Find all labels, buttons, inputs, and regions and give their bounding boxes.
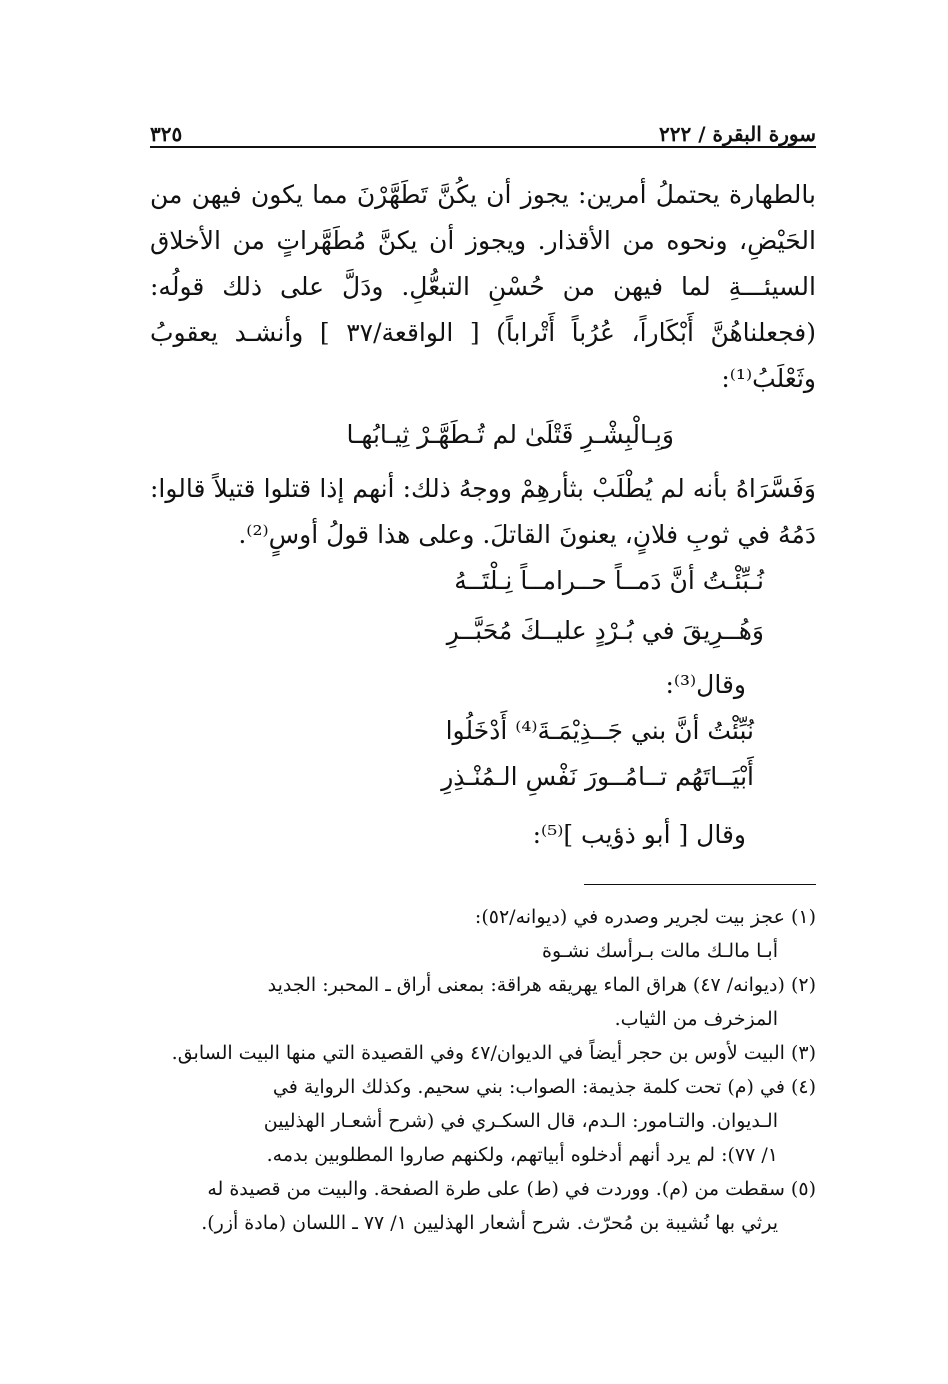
footnote-1-poem: أبـا مالـك مالت بـرأسك نشـوة	[542, 940, 778, 962]
paragraph-1: بالطهارة يحتملُ أمرين: يجوز أن يكُنَّ تَطَهَّرْنَ مما يكون فيهن من الحَيْضِ، ونحوه من الأقذار. ويجوز أن يكنَّ مُطَهَّراتٍ من الأخلاق السيئـــةِ لما فيهن من حُسْنِ التبعُّلِ. ودَلَّ على ذلك قولُه: (فجعلناهُنَّ أَبْكَاراً، عُرُباً أَتْراباً) [ الواقعة/٣٧ ] وأنشـد يعقوبُ وثَعْلَبُ⁽¹⁾:	[150, 180, 817, 393]
main-text	[150, 172, 816, 858]
header-rule	[150, 146, 816, 148]
quote-intro-2: وقال [ أبو ذؤيب ]⁽⁵⁾:	[532, 820, 746, 849]
paragraph-2: وَفَسَّرَاهُ بأنه لم يُطْلَبْ بثأرهِمْ ووجهُ ذلك: أنهم إذا قتلوا قتيلاً قالوا: دَمُهُ في ثوبِ فلانٍ، يعنونَ القاتلَ. وعلى هذا قولُ أوسٍ⁽²⁾.	[150, 474, 816, 549]
book-page	[150, 0, 816, 1384]
page-number: ٣٢٥	[150, 122, 183, 146]
footnote-4-continued-1: الـديوان. والتـامور: الـدم، قال السكـري في (شرح أشعـار الهذليين	[263, 1110, 778, 1132]
page-header	[150, 106, 816, 146]
verse-line-4: نُبِّئْتُ أنَّ بني جَــذِيْمَـةَ⁽⁴⁾ أَدْخَلُوا	[445, 716, 754, 745]
footnote-4: (٤) في (م) تحت كلمة جذيمة: الصواب: بني سحيم. وكذلك الرواية في	[272, 1076, 816, 1098]
footnote-rule	[584, 884, 816, 885]
verse-line-2: نُـبِّئْـتُ أنَّ دَمــاً حــرامــاً نِـلْتَــهُ	[454, 566, 764, 595]
running-title: سورة البقرة / ٢٢٢	[659, 122, 816, 146]
verse-line-5: أَبْيَــاتَهُم تــامُــورَ نَفْسِ الـمُنْـذِرِ	[441, 762, 754, 791]
footnote-2-continued: المزخرف من الثياب.	[614, 1008, 778, 1030]
footnote-5-continued: يرثي بها نُشيبة بن مُحرّث. شرح أشعار الهذليين ١/ ٧٧ ـ اللسان (مادة أزر).	[201, 1212, 778, 1234]
verse-line-1: وَبِـالْبِشْـرِ قَتْلَىٰ لم تُـطَهَّـرْ ثِيـابُهـا	[346, 420, 674, 449]
footnotes	[150, 900, 816, 1240]
footnote-2: (٢) (ديوانه/ ٤٧) هراق الماء يهريقه هراقة: بمعنى أراق ـ المحبر: الجديد	[267, 974, 816, 996]
footnote-4-continued-2: ١/ ٧٧): لم يرد أنهم أدخلوه أبياتهم، ولكنهم صاروا المطلوبين بدمه.	[266, 1144, 778, 1166]
footnote-3: (٣) البيت لأوس بن حجر أيضاً في الديوان/٤٧ وفي القصيدة التي منها البيت السابق.	[171, 1042, 816, 1064]
quote-intro-1: وقال⁽³⁾:	[665, 670, 746, 699]
verse-line-3: وَهُــرِيقَ في بُـرْدٍ عليــكَ مُحَبَّــرِ	[446, 616, 764, 645]
footnote-1: (١) عجز بيت لجرير وصدره في (ديوانه/٥٢):	[474, 906, 816, 928]
footnote-5: (٥) سقطت من (م). ووردت في (ط) على طرة الصفحة. والبيت من قصيدة له	[207, 1178, 816, 1200]
